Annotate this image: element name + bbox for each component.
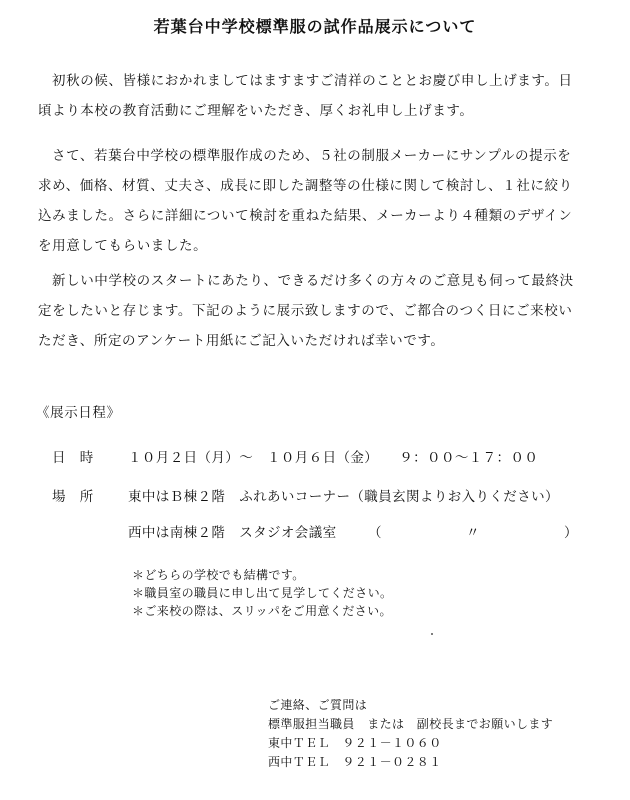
place-west-name: 西中は南棟２階 スタジオ会議室 (128, 525, 337, 541)
place-label: 場 所 (52, 489, 94, 505)
note-item: ＊職員室の職員に申し出て見学してください。 (132, 586, 393, 600)
place-east: 東中はＢ棟２階 ふれあいコーナー（職員玄関よりお入りください） (128, 489, 559, 505)
note-item: ＊どちらの学校でも結構です。 (132, 568, 305, 582)
request-paragraph (38, 266, 598, 356)
contact-staff: 標準服担当職員 または 副校長までお願いします (268, 717, 554, 731)
document-title: 若葉台中学校標準服の試作品展示について (153, 17, 477, 36)
contact-intro: ご連絡、ご質問は (268, 698, 368, 712)
paragraph-line: 定をしたいと存じます。下記のように展示致しますので、ご都合のつく日にご来校い (38, 303, 573, 319)
paragraph-line: ただき、所定のアンケート用紙にご記入いただければ幸いです。 (38, 333, 445, 349)
place-west-paren-close: ） (564, 525, 578, 541)
place-west-paren-open: （ (368, 525, 382, 541)
contact-west-tel: 西中ＴＥＬ ９２１－０２８１ (268, 755, 442, 769)
contact-east-tel: 東中ＴＥＬ ９２１－１０６０ (268, 736, 442, 750)
paragraph-line: 新しい中学校のスタートにあたり、できるだけ多くの方々のご意見も伺って最終決 (52, 273, 574, 289)
contact-block (268, 696, 553, 772)
schedule-heading: 《展示日程》 (36, 405, 121, 421)
date-label: 日 時 (52, 450, 94, 466)
purpose-paragraph (38, 141, 598, 261)
place-west-ditto: 〃 (466, 525, 480, 541)
date-value: １０月２日（月）～ １０月６日（金） ９：００～１７：００ (128, 450, 539, 466)
paragraph-line: さて、若葉台中学校の標準服作成のため、５社の制服メーカーにサンプルの提示を (52, 148, 572, 164)
notes-list (132, 566, 392, 620)
note-item: ＊ご来校の際は、スリッパをご用意ください。 (132, 604, 392, 618)
paragraph-line: 頃より本校の教育活動にご理解をいただき、厚くお礼申し上げます。 (38, 103, 474, 119)
greeting-paragraph (38, 66, 598, 126)
paragraph-line: 初秋の候、皆様におかれましてはますますご清祥のこととお慶び申し上げます。日 (52, 73, 573, 89)
scan-speck (431, 633, 433, 635)
paragraph-line: 込みました。さらに詳細について検討を重ねた結果、メーカーより４種類のデザイン (38, 208, 573, 224)
paragraph-line: を用意してもらいました。 (38, 238, 208, 254)
paragraph-line: 求め、価格、材質、丈夫さ、成長に即した調整等の仕様に関して検討し、１社に絞り (38, 178, 573, 194)
